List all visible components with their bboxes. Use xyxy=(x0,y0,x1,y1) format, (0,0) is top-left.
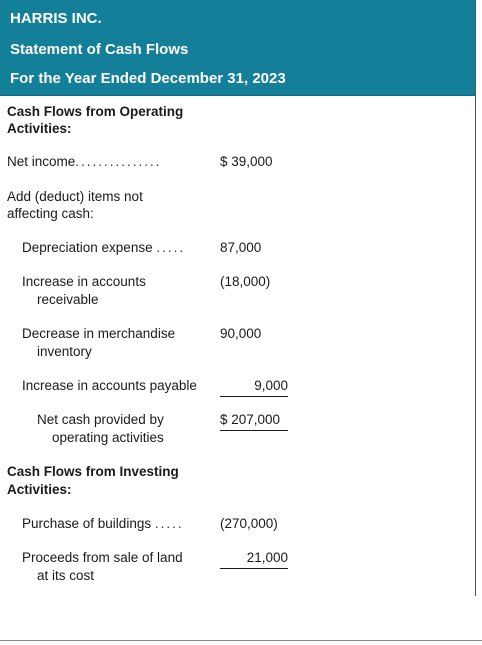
buildings-label: Purchase of buildings xyxy=(22,516,152,531)
payables-amount: 9,000 xyxy=(220,377,288,397)
depreciation-amount: 87,000 xyxy=(220,240,262,255)
depreciation-label: Depreciation expense xyxy=(22,240,153,255)
inventory-label-line2: inventory xyxy=(37,344,92,359)
investing-heading-line1: Cash Flows from Investing xyxy=(7,464,179,479)
land-sale-label-line2: at its cost xyxy=(37,568,95,583)
inventory-label-line1: Decrease in merchandise xyxy=(22,326,176,341)
net-income-amount: $ 39,000 xyxy=(220,154,273,169)
depreciation-row xyxy=(22,239,185,257)
statement-header xyxy=(0,0,475,96)
net-income-label: Net income xyxy=(7,154,76,169)
operating-heading-line2: Activities: xyxy=(7,121,72,136)
operating-total-label-line1: Net cash provided by xyxy=(37,412,164,427)
receivables-label-line1: Increase in accounts xyxy=(22,274,146,289)
leader-dots: ............... xyxy=(75,154,162,169)
investing-heading-line2: Activities: xyxy=(7,482,72,497)
leader-dots: ..... xyxy=(154,516,184,531)
page-bottom-rule xyxy=(0,640,482,641)
inventory-amount: 90,000 xyxy=(220,326,262,341)
net-income-row xyxy=(7,153,162,171)
operating-heading-line1: Cash Flows from Operating xyxy=(7,104,184,119)
operating-total-amount: $ 207,000 xyxy=(220,411,288,431)
buildings-amount: (270,000) xyxy=(220,516,278,531)
statement-title: Statement of Cash Flows xyxy=(10,41,189,58)
land-sale-amount: 21,000 xyxy=(220,549,288,569)
payables-label: Increase in accounts payable xyxy=(22,378,197,393)
operating-total-label-line2: operating activities xyxy=(52,430,164,445)
adjustments-label-line2: affecting cash: xyxy=(7,206,94,221)
buildings-row xyxy=(22,515,184,533)
company-name: HARRIS INC. xyxy=(10,10,102,27)
land-sale-label-line1: Proceeds from sale of land xyxy=(22,550,183,565)
leader-dots: ..... xyxy=(156,240,186,255)
receivables-label-line2: receivable xyxy=(37,292,99,307)
receivables-amount: (18,000) xyxy=(220,274,271,289)
statement-period: For the Year Ended December 31, 2023 xyxy=(10,70,286,87)
adjustments-label-line1: Add (deduct) items not xyxy=(7,189,143,204)
